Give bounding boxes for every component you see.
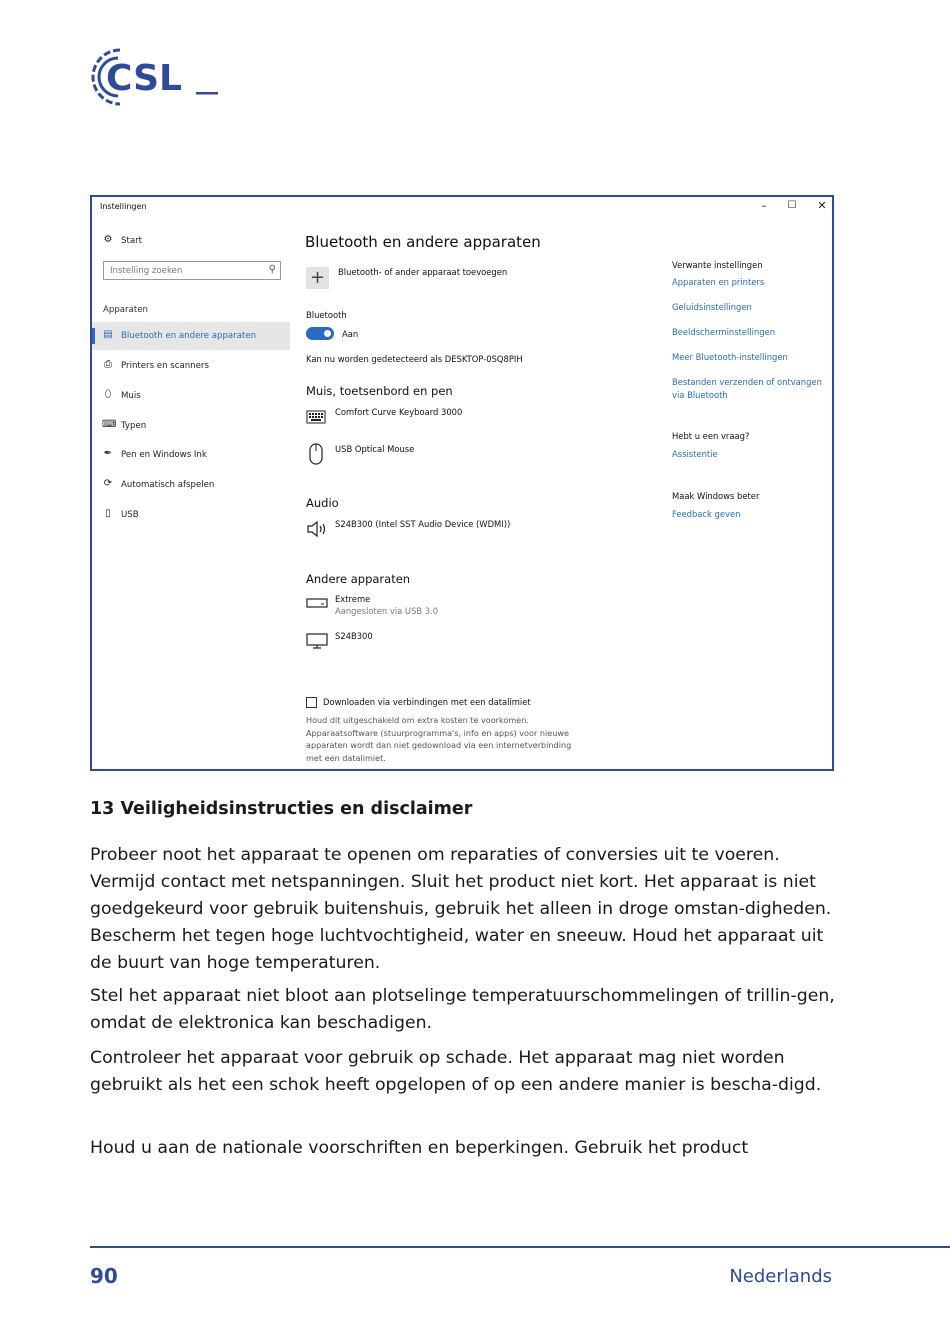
search-icon: ⚲	[268, 264, 276, 275]
page-number: 90	[90, 1264, 118, 1288]
minimize-button[interactable]: –	[761, 199, 767, 212]
sidebar-item-label: Start	[121, 236, 142, 246]
paragraph-1: Probeer noot het apparaat te openen om reparaties of conversies uit te voeren. Vermijd contact met netspanningen. Sluit het product niet kort. Het apparaat is niet goedgekeurd voor gebruik buitenshuis, gebruik het alleen in droge omstan-digheden. Bescherm het tegen hoge luchtvochtigheid, water en sneeuw. Houd het apparaat uit de buurt van hoge temperaturen.	[90, 845, 832, 973]
gear-icon: ⚙	[103, 234, 113, 245]
paragraph-3: Controleer het apparaat voor gebruik op schade. Het apparaat mag niet worden gebruikt als het een schok heeft opgelopen of op een andere manier is bescha-digd.	[90, 1048, 822, 1095]
question-heading: Hebt u een vraag?	[672, 431, 750, 441]
discoverable-text: Kan nu worden gedetecteerd als DESKTOP-0SQ8PIH	[306, 354, 523, 364]
bluetooth-label: Bluetooth	[306, 310, 347, 320]
device-monitor[interactable]: S24B300	[335, 631, 373, 641]
pen-icon: ✒	[103, 448, 113, 459]
keyboard-icon	[306, 410, 326, 424]
bluetooth-toggle[interactable]	[306, 327, 334, 340]
device-audio[interactable]: S24B300 (Intel SST Audio Device (WDMI))	[335, 519, 511, 529]
section-audio-heading: Audio	[306, 496, 339, 510]
speaker-icon	[306, 520, 328, 538]
sidebar-section-heading: Apparaten	[103, 305, 148, 315]
sidebar-item-label: Automatisch afspelen	[121, 480, 215, 490]
add-device-label[interactable]: Bluetooth- of ander apparaat toevoegen	[338, 267, 508, 277]
mouse-icon	[309, 443, 323, 465]
monitor-icon	[306, 633, 328, 649]
sidebar-item-label: Muis	[121, 391, 141, 401]
device-mouse[interactable]: USB Optical Mouse	[335, 444, 415, 454]
metered-checkbox[interactable]	[306, 697, 317, 708]
sidebar-item-label: Pen en Windows Ink	[121, 450, 207, 460]
page-title: Bluetooth en andere apparaten	[305, 233, 541, 251]
sidebar-item-usb[interactable]	[92, 501, 290, 529]
autoplay-icon: ⟳	[103, 478, 113, 489]
bluetooth-devices-icon: ▤	[103, 329, 113, 340]
sidebar-item-pen[interactable]	[92, 441, 290, 469]
printer-icon: ⎙	[104, 359, 112, 370]
link-more-bluetooth[interactable]: Meer Bluetooth-instellingen	[672, 352, 788, 362]
search-placeholder: Instelling zoeken	[110, 266, 183, 276]
sidebar-item-label: USB	[121, 510, 139, 520]
active-indicator	[92, 328, 95, 344]
link-sound-settings[interactable]: Geluidsinstellingen	[672, 302, 752, 312]
search-input[interactable]	[103, 261, 281, 280]
link-devices-printers[interactable]: Apparaten en printers	[672, 277, 765, 287]
metered-label[interactable]: Downloaden via verbindingen met een datalimiet	[323, 697, 531, 707]
mouse-icon: ⬯	[104, 389, 112, 400]
settings-window	[90, 195, 834, 771]
svg-text:CSL: CSL	[106, 58, 182, 99]
footer-rule	[90, 1246, 950, 1248]
link-feedback[interactable]: Feedback geven	[672, 509, 741, 519]
title-bar	[92, 197, 832, 217]
keyboard-icon: ⌨	[102, 419, 117, 430]
sidebar-item-typing[interactable]	[92, 412, 290, 440]
usb-icon: ▯	[105, 508, 111, 519]
device-extreme-status: Aangesloten via USB 3.0	[335, 606, 439, 616]
paragraph-4: Houd u aan de nationale voorschriften en beperkingen. Gebruik het product	[90, 1138, 749, 1158]
sidebar-item-label: Printers en scanners	[121, 361, 209, 371]
related-settings-heading: Verwante instellingen	[672, 260, 763, 270]
close-button[interactable]: ✕	[817, 199, 827, 212]
section-heading: 13 Veiligheidsinstructies en disclaimer	[90, 799, 473, 819]
maximize-button[interactable]: ☐	[787, 200, 797, 211]
window-title: Instellingen	[100, 202, 147, 211]
metered-description: Houd dit uitgeschakeld om extra kosten te voorkomen. Apparaatsoftware (stuurprogramma's, info en apps) voor nieuwe apparaten wordt dan niet gedownload via een internetverbinding met een datalimiet.	[306, 715, 572, 763]
bluetooth-state: Aan	[342, 329, 359, 339]
link-assistance[interactable]: Assistentie	[672, 449, 718, 459]
sidebar-item-autoplay[interactable]	[92, 471, 290, 499]
paragraph-2: Stel het apparaat niet bloot aan plotselinge temperatuurschommelingen of trillin-gen, omdat de elektronica kan beschadigen.	[90, 986, 835, 1033]
sidebar-item-mouse[interactable]	[92, 382, 290, 410]
plus-icon: +	[309, 267, 326, 288]
link-send-files-bluetooth[interactable]: Bestanden verzenden of ontvangen via Bluetooth	[672, 377, 822, 400]
sidebar-item-start[interactable]	[92, 227, 290, 255]
device-extreme[interactable]: Extreme	[335, 594, 371, 604]
add-device-button[interactable]	[306, 267, 329, 289]
device-keyboard[interactable]: Comfort Curve Keyboard 3000	[335, 407, 463, 417]
sidebar-item-bluetooth[interactable]	[92, 322, 290, 350]
sidebar-item-label: Typen	[121, 421, 147, 431]
toggle-knob	[324, 330, 331, 337]
link-display-settings[interactable]: Beeldscherminstellingen	[672, 327, 776, 337]
csl-logo	[88, 42, 228, 112]
section-other-heading: Andere apparaten	[306, 572, 411, 586]
usb-drive-icon	[306, 598, 328, 608]
section-input-heading: Muis, toetsenbord en pen	[306, 384, 453, 398]
sidebar-item-printers[interactable]	[92, 352, 290, 380]
improve-heading: Maak Windows beter	[672, 491, 760, 501]
sidebar-item-label: Bluetooth en andere apparaten	[121, 331, 257, 341]
footer-language: Nederlands	[729, 1266, 832, 1287]
